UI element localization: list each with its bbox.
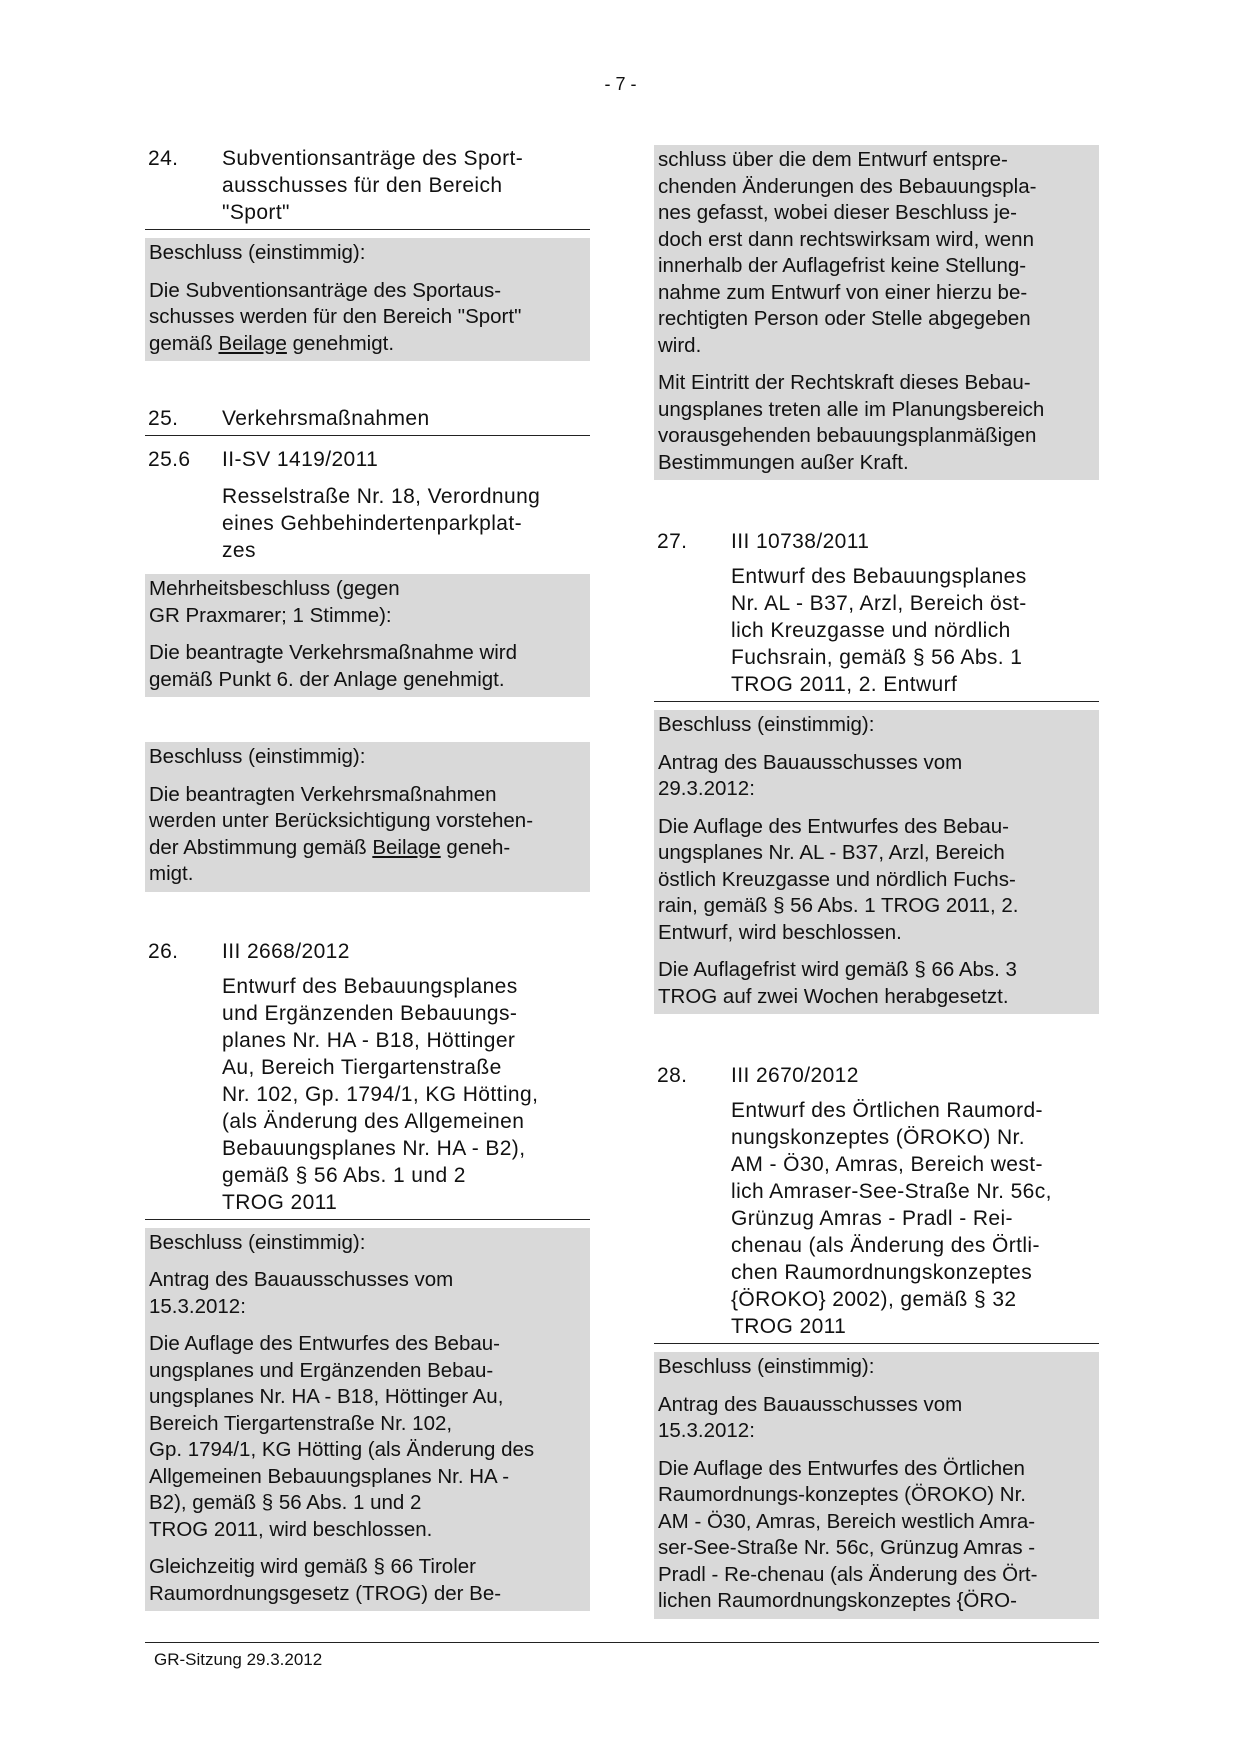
item-title: Verkehrsmaßnahmen xyxy=(222,407,430,430)
sub-item-ref: II-SV 1419/2011 xyxy=(222,448,379,471)
item-number: 24. xyxy=(148,147,179,170)
item-ref: III 2668/2012 xyxy=(222,939,350,963)
resolution-text: Die Auflage des Entwurfes des Bebau- ungsplanes Nr. AL - B37, Arzl, Bereich östlich Kreuzgasse und nördlich Fuchs- rain, gemäß § 56 Abs. 1 TROG 2011, 2. Entwurf, wird beschlossen. xyxy=(658,814,1019,944)
sub-item-number: 25.6 xyxy=(148,448,191,471)
resolution-box-24 xyxy=(145,238,590,361)
sub-item-title: Resselstraße Nr. 18, Verordnung eines Gehbehindertenparkplat- zes xyxy=(222,485,541,562)
resolution-box-28 xyxy=(654,1352,1099,1619)
resolution-text-2: Die Auflagefrist wird gemäß § 66 Abs. 3 TROG auf zwei Wochen herabgesetzt. xyxy=(658,958,1017,1008)
item-ref: III 10738/2011 xyxy=(731,530,870,553)
item-title: Entwurf des Bebauungsplanes Nr. AL - B37, Arzl, Bereich öst- lich Kreuzgasse und nördlich Fuchsrain, gemäß § 56 Abs. 1 TROG 2011, 2. Entwurf xyxy=(731,565,1027,696)
item-27-heading xyxy=(654,528,1099,555)
resolution-box-25-6 xyxy=(145,574,590,697)
item-number: 28. xyxy=(657,1064,688,1087)
resolution-text-2: Mit Eintritt der Rechtskraft dieses Bebau- ungsplanes treten alle im Planungsbereich vorausgehenden bebauungsplanmäßigen Bestimmungen außer Kraft. xyxy=(658,371,1045,474)
resolution-label: Beschluss (einstimmig): xyxy=(149,745,366,768)
item-ref: III 2670/2012 xyxy=(731,1064,859,1087)
resolution-box-continued xyxy=(654,145,1099,480)
item-24-heading xyxy=(145,145,590,230)
item-title: Entwurf des Örtlichen Raumord- nungskonzeptes (ÖROKO) Nr. AM - Ö30, Amras, Bereich west- lich Amraser-See-Straße Nr. 56c, Grünzug Amras - Pradl - Rei- chenau (als Änderung des Örtli- chen Raumordnungskonzeptes {ÖROKO} 2002), gemäß § 32 TROG 2011 xyxy=(731,1099,1052,1338)
item-title: Subventionsanträge des Sport- ausschusses für den Bereich "Sport" xyxy=(222,147,524,224)
resolution-label: Beschluss (einstimmig): xyxy=(658,1355,875,1378)
resolution-text: Die Auflage des Entwurfes des Bebau- ungsplanes und Ergänzenden Bebau- ungsplanes Nr. HA - B18, Höttinger Au, Bereich Tiergartenstraße Nr. 102, Gp. 1794/1, KG Hötting (als Änderung des Allgemeinen Bebauungsplanes Nr. HA - B2), gemäß § 56 Abs. 1 und 2 TROG 2011, wird beschlossen. xyxy=(149,1332,535,1541)
item-25-6-heading xyxy=(145,446,590,473)
page-number: - 7 - xyxy=(604,74,637,94)
item-number: 26. xyxy=(148,939,179,963)
resolution-label: Beschluss (einstimmig): xyxy=(658,713,875,736)
item-28-title xyxy=(654,1097,1099,1344)
footer-divider xyxy=(145,1642,1099,1643)
left-column xyxy=(145,145,590,1611)
item-number: 27. xyxy=(657,530,688,553)
antrag-line: Antrag des Bauausschusses vom 29.3.2012: xyxy=(658,750,963,800)
resolution-text: Die beantragten Verkehrsmaßnahmen werden unter Berücksichtigung vorstehen- der Abstimmung gemäß Beilage geneh- migt. xyxy=(149,782,534,885)
resolution-box-27 xyxy=(654,710,1099,1014)
resolution-label: Mehrheitsbeschluss (gegen GR Praxmarer; 1 Stimme): xyxy=(149,577,400,627)
resolution-text: Die Auflage des Entwurfes des Örtlichen Raumordnungs-konzeptes (ÖROKO) Nr. AM - Ö30, Amras, Bereich westlich Amra- ser-See-Straße Nr. 56c, Grünzug Amras - Pradl - Re-chenau (als Änderung des Ört- lichen Raumordnungskonzeptes {ÖRO- xyxy=(658,1456,1038,1612)
footer-text: GR-Sitzung 29.3.2012 xyxy=(154,1650,323,1669)
resolution-text-2: Gleichzeitig wird gemäß § 66 Tiroler Raumordnungsgesetz (TROG) der Be- xyxy=(149,1555,502,1605)
right-column xyxy=(654,145,1099,1619)
antrag-line: Antrag des Bauausschusses vom 15.3.2012: xyxy=(658,1392,963,1442)
resolution-text: Die Subventionsanträge des Sportaus- schusses werden für den Bereich "Sport" gemäß Beilage genehmigt. xyxy=(149,278,522,355)
item-title: Entwurf des Bebauungsplanes und Ergänzenden Bebauungs- planes Nr. HA - B18, Höttinger Au, Bereich Tiergartenstraße Nr. 102, Gp. 1794/1, KG Hötting, (als Änderung des Allgemeinen Bebauungsplanes Nr. HA - B2), gemäß § 56 Abs. 1 und 2 TROG 2011 xyxy=(222,974,539,1214)
item-28-heading xyxy=(654,1062,1099,1089)
resolution-box-25 xyxy=(145,742,590,892)
resolution-box-26 xyxy=(145,1228,590,1612)
item-25-6-title xyxy=(145,483,590,564)
resolution-text: schluss über die dem Entwurf entspre- chenden Änderungen des Bebauungspla- nes gefasst, wobei dieser Beschluss je- doch erst dann rechtswirksam wird, wenn innerhalb der Auflagefrist keine Stellung- nahme zum Entwurf von einer hierzu be- rechtigten Person oder Stelle abgegeben wird. xyxy=(658,148,1037,357)
beilage-link[interactable]: Beilage xyxy=(218,331,287,355)
item-26-title xyxy=(145,973,590,1220)
resolution-text: Die beantragte Verkehrsmaßnahme wird gemäß Punkt 6. der Anlage genehmigt. xyxy=(149,641,518,691)
resolution-label: Beschluss (einstimmig): xyxy=(149,241,366,264)
item-number: 25. xyxy=(148,407,179,430)
resolution-label: Beschluss (einstimmig): xyxy=(149,1230,366,1254)
antrag-line: Antrag des Bauausschusses vom 15.3.2012: xyxy=(149,1268,454,1318)
item-25-heading xyxy=(145,405,590,436)
item-26-heading xyxy=(145,938,590,965)
beilage-link[interactable]: Beilage xyxy=(372,835,441,859)
item-27-title xyxy=(654,563,1099,702)
